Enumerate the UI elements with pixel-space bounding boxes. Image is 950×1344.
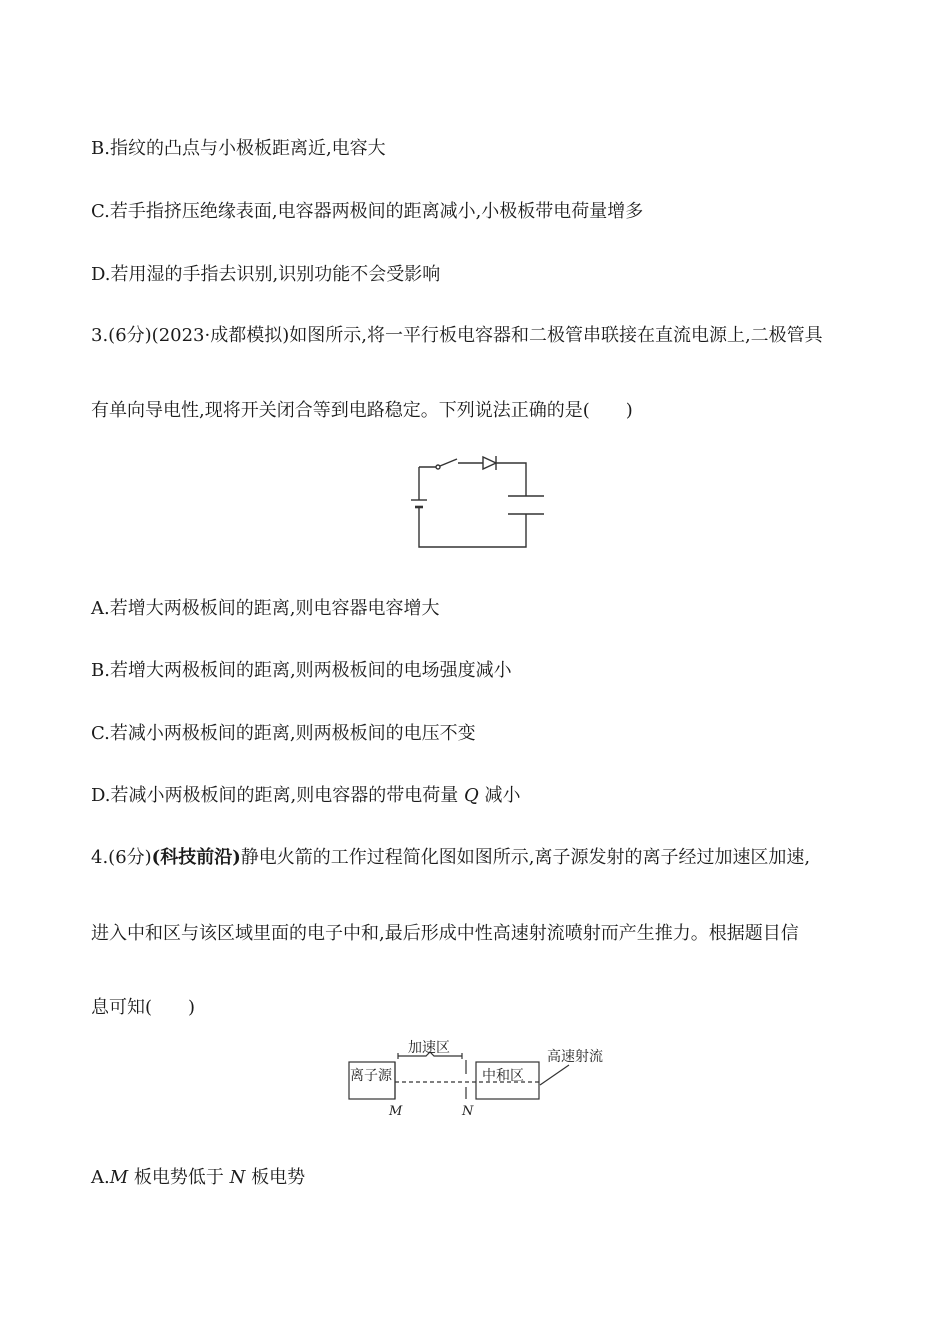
q3-option-d-var: Q xyxy=(463,785,479,806)
q3-option-d-prefix: D.若减小两极板间的距离,则电容器的带电荷量 xyxy=(91,785,459,806)
q4-stem-tag: (科技前沿) xyxy=(151,847,241,868)
q4-stem-line2: 进入中和区与该区域里面的电子中和,最后形成中性高速射流喷射而产生推力。根据题目信 xyxy=(91,923,799,944)
q2-option-b: B.指纹的凸点与小极板距离近,电容大 xyxy=(91,138,386,159)
jet-label: 高速射流 xyxy=(547,1049,603,1065)
accel-zone-label: 加速区 xyxy=(408,1040,450,1056)
plate-n-label: N xyxy=(462,1104,474,1119)
ion-source-label: 离子源 xyxy=(350,1068,392,1084)
neutral-zone-label: 中和区 xyxy=(482,1068,524,1084)
ion-thruster-diagram xyxy=(340,1040,620,1120)
q3-option-a: A.若增大两极板间的距离,则电容器电容增大 xyxy=(91,598,440,619)
circuit-diagram xyxy=(405,452,545,552)
q3-stem-line1: 3.(6分)(2023·成都模拟)如图所示,将一平行板电容器和二极管串联接在直流电源上,二极管具 xyxy=(91,325,823,346)
q4-stem-prefix: 4.(6分) xyxy=(91,847,152,868)
q3-option-b: B.若增大两极板间的距离,则两极板间的电场强度减小 xyxy=(91,660,512,681)
q4-stem-line1-rest: 静电火箭的工作过程简化图如图所示,离子源发射的离子经过加速区加速, xyxy=(240,847,811,868)
q2-option-d: D.若用湿的手指去识别,识别功能不会受影响 xyxy=(91,264,441,285)
q3-option-d-suffix: 减小 xyxy=(484,785,521,806)
q2-option-c: C.若手指挤压绝缘表面,电容器两极间的距离减小,小极板带电荷量增多 xyxy=(91,201,644,222)
q4-option-a-suffix: 板电势 xyxy=(251,1167,306,1188)
plate-m-label: M xyxy=(389,1104,403,1119)
q3-option-c: C.若减小两极板间的距离,则两极板间的电压不变 xyxy=(91,723,476,744)
q3-stem-line2: 有单向导电性,现将开关闭合等到电路稳定。下列说法正确的是( ) xyxy=(91,400,633,421)
q3-option-d xyxy=(91,784,520,808)
q4-option-a-mid: 板电势低于 xyxy=(133,1167,224,1188)
q4-option-a-var1: M xyxy=(109,1167,129,1188)
q4-option-a-var2: N xyxy=(229,1167,246,1188)
q4-option-a xyxy=(91,1166,305,1190)
q4-option-a-prefix: A. xyxy=(91,1167,110,1188)
q4-stem-line1 xyxy=(91,846,810,870)
q4-stem-line3: 息可知( ) xyxy=(91,997,196,1018)
